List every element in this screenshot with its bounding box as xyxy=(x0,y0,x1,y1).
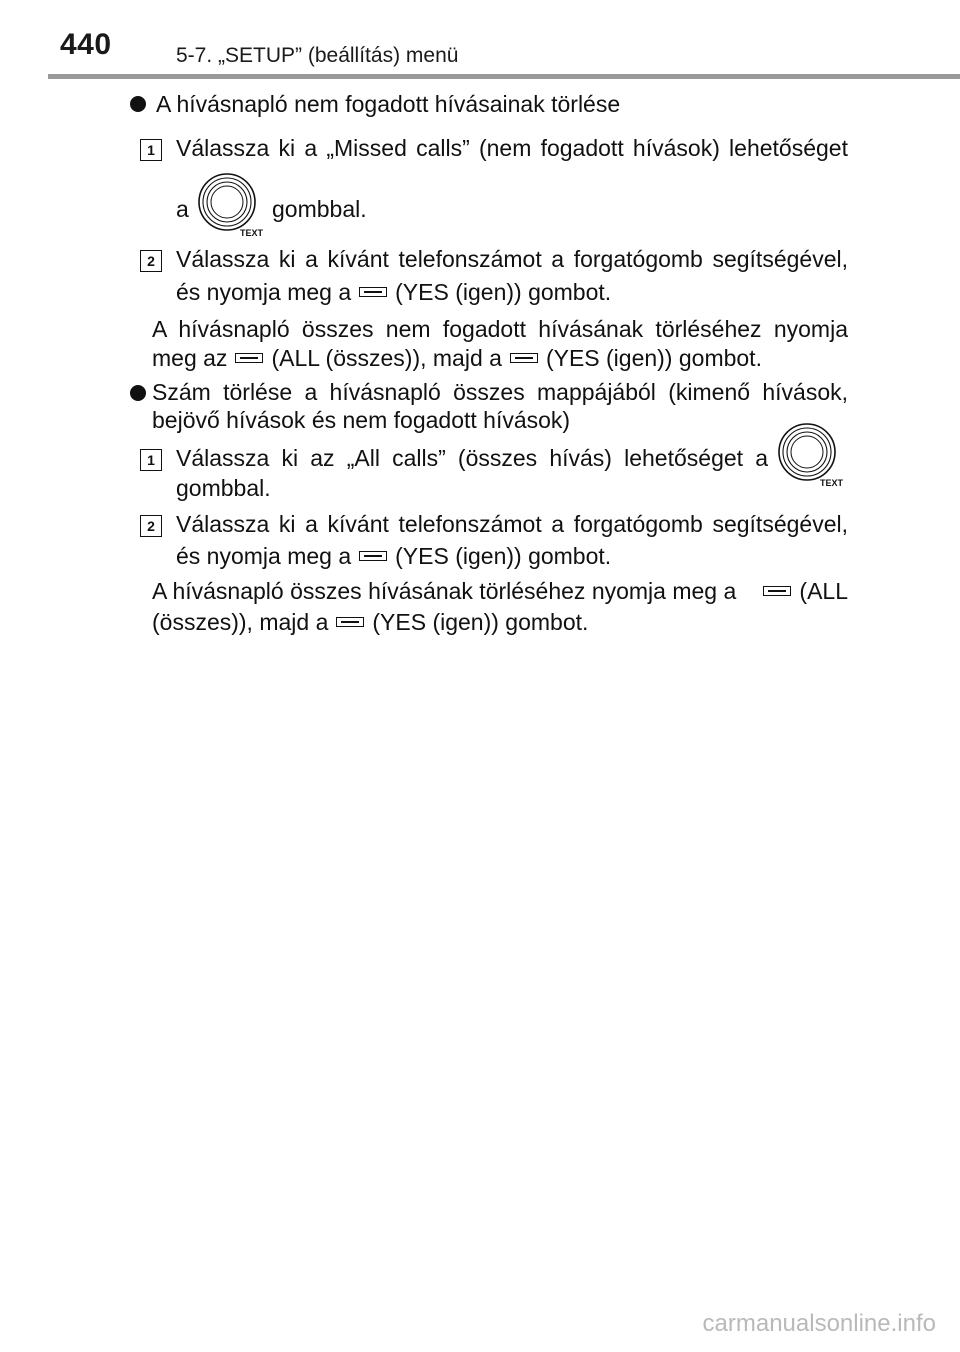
section2-note-line2 xyxy=(152,606,588,639)
knob-label: TEXT xyxy=(820,478,844,488)
section-title: 5-7. „SETUP” (beállítás) menü xyxy=(176,44,459,67)
note-text: (összes)), majd a xyxy=(152,609,329,635)
note-text: (YES (igen)) gombot. xyxy=(545,345,762,371)
soft-button-icon xyxy=(510,353,538,363)
step-number-badge: 1 xyxy=(140,449,162,471)
step-number-badge: 2 xyxy=(140,250,162,272)
section1-note-line1: A hívásnapló összes nem fogadott hívásának törléséhez nyomja xyxy=(152,316,848,342)
section1-step1-text-pre: a xyxy=(176,196,189,222)
step-number-badge: 1 xyxy=(140,139,162,161)
step-text: (YES (igen)) gombot. xyxy=(395,543,612,569)
section2-heading-line2: bejövő hívások és nem fogadott hívások) xyxy=(152,407,571,433)
section1-note-line2 xyxy=(152,342,762,375)
text-knob-icon xyxy=(196,170,266,238)
step-text: és nyomja meg a xyxy=(176,543,352,569)
knob-label: TEXT xyxy=(240,228,264,238)
soft-button-icon xyxy=(359,287,387,297)
header-divider xyxy=(48,74,960,79)
section2-heading-line1: Szám törlése a hívásnapló összes mappájából (kimenő hívások, xyxy=(152,379,848,405)
note-text: (ALL (összes)), majd a xyxy=(271,345,502,371)
note-text-tail xyxy=(755,575,848,608)
bullet-icon xyxy=(130,96,146,112)
section2-note-line1 xyxy=(152,575,848,608)
soft-button-icon xyxy=(336,617,364,627)
note-text: (YES (igen)) gombot. xyxy=(372,609,589,635)
page-number: 440 xyxy=(60,28,112,61)
text-knob-icon xyxy=(776,420,846,488)
note-text: A hívásnapló összes hívásának törléséhez nyomja meg a xyxy=(152,578,737,604)
bullet-icon xyxy=(130,385,146,401)
section1-step1-text: Válassza ki a „Missed calls” (nem fogadott hívások) lehetőséget xyxy=(176,135,848,161)
soft-button-icon xyxy=(763,586,791,596)
section1-step2-line1: Válassza ki a kívánt telefonszámot a forgatógomb segítségével, xyxy=(176,246,848,272)
note-text: (ALL xyxy=(799,578,848,604)
soft-button-icon xyxy=(235,353,263,363)
section1-step1-text-post: gombbal. xyxy=(272,196,367,222)
section1-step2-line2-pre: és nyomja meg a xyxy=(176,279,352,305)
soft-button-icon xyxy=(359,551,387,561)
watermark: carmanualsonline.info xyxy=(702,1310,936,1337)
section2-step1-line1: Válassza ki az „All calls” (összes hívás) lehetőséget a xyxy=(176,445,768,471)
section2-step2-line2 xyxy=(176,540,611,573)
section2-step1-line2: gombbal. xyxy=(176,475,271,501)
section1-heading: A hívásnapló nem fogadott hívásainak törlése xyxy=(156,91,621,117)
section1-step2-line2-post: (YES (igen)) gombot. xyxy=(395,279,612,305)
section1-step2-line2 xyxy=(176,276,611,309)
page-header xyxy=(0,0,960,80)
section2-step2-line1: Válassza ki a kívánt telefonszámot a forgatógomb segítségével, xyxy=(176,511,848,537)
step-number-badge: 2 xyxy=(140,515,162,537)
note-text: meg az xyxy=(152,345,228,371)
